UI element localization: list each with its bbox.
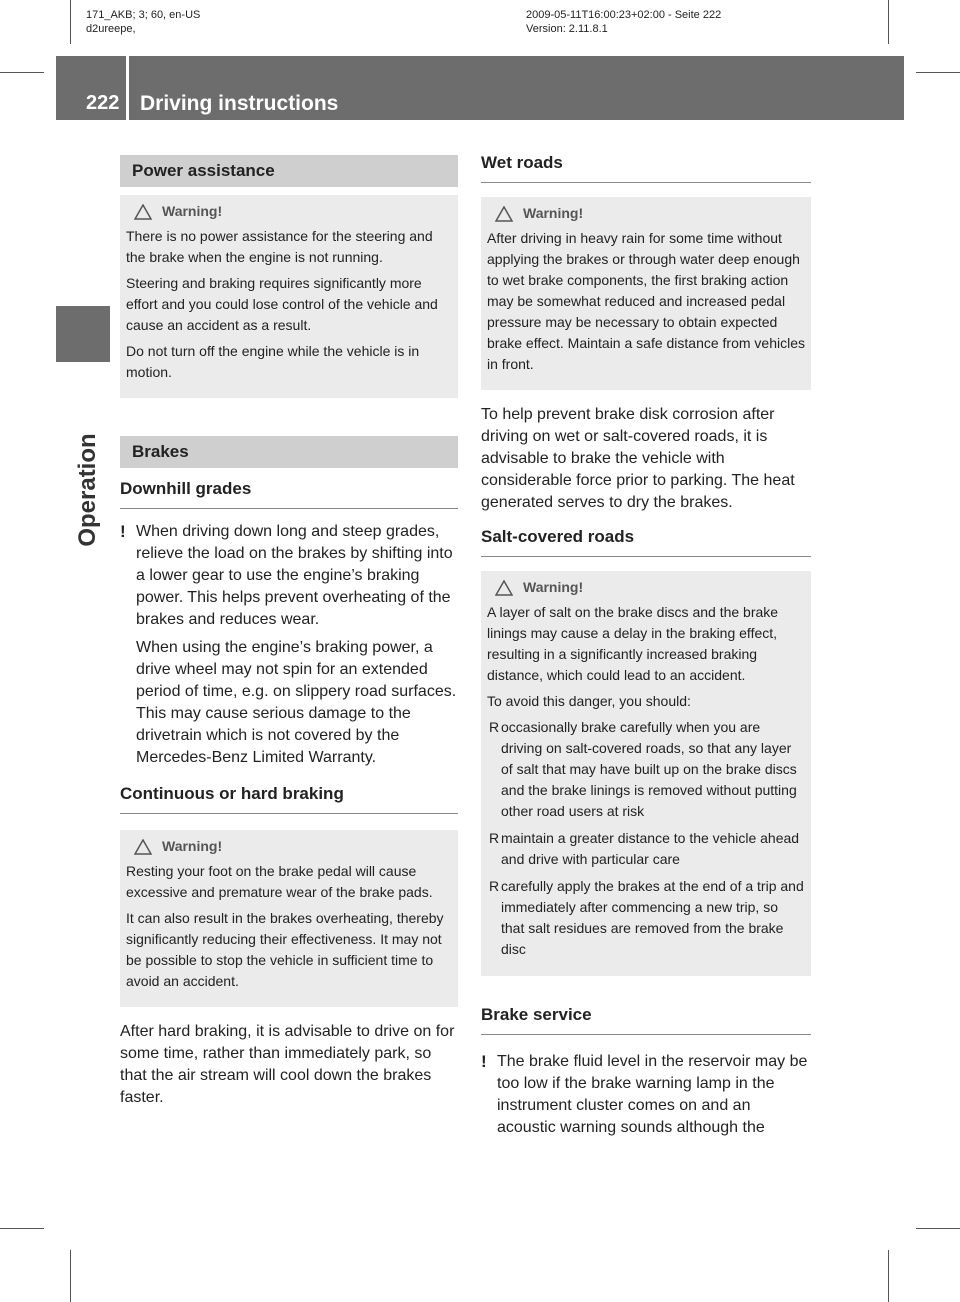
crop-mark — [0, 1228, 44, 1229]
subheading-continuous-braking: Continuous or hard braking — [120, 783, 458, 814]
list-item — [487, 828, 805, 870]
warning-box-power — [120, 195, 458, 398]
body-text-hard-braking: After hard braking, it is advisable to drive on for some time, rather than immediately park, so that the air stream will cool down the brakes faster. — [120, 1023, 455, 1106]
warning-text: A layer of salt on the brake discs and the brake linings may cause a delay in the braking effect, resulting in a significantly increased braking distance, which could lead to an accident. — [487, 604, 779, 683]
bullet-marker: R — [489, 719, 500, 735]
warning-triangle-icon — [134, 204, 152, 220]
list-item — [487, 876, 805, 960]
caution-icon: ! — [481, 1052, 487, 1071]
side-tab-marker — [56, 306, 110, 362]
note-text: When driving down long and steep grades, relieve the load on the brakes by shifting into a lower gear to use the engine’s braking power. This helps prevent overheating of the brakes and reduces wear. — [136, 523, 453, 628]
meta-right-line1: 2009-05-11T16:00:23+02:00 - Seite 222 — [526, 9, 722, 21]
warning-heading — [487, 577, 805, 598]
warning-triangle-icon — [134, 839, 152, 855]
meta-right-line2: Version: 2.11.8.1 — [526, 23, 608, 35]
warning-text: There is no power assistance for the steering and the brake when the engine is not running. — [126, 228, 433, 265]
chapter-title: Driving instructions — [140, 92, 339, 115]
warning-title: Warning! — [162, 838, 223, 854]
crop-mark — [70, 1250, 71, 1302]
warning-box-braking — [120, 830, 458, 1007]
warning-title: Warning! — [523, 579, 584, 595]
body-text-wet-roads: To help prevent brake disk corrosion after driving on wet or salt-covered roads, it is advisable to brake the vehicle with considerable force prior to parking. The heat generated serves to dry the brakes. — [481, 406, 795, 511]
warning-text: After driving in heavy rain for some time without applying the brakes or through water deep enough to wet brake components, the first braking action may be somewhat reduced and increased pedal pressure may be necessary to obtain expected brake effect. Maintain a safe distance from vehicles in front. — [487, 230, 806, 372]
list-item-text: maintain a greater distance to the vehicle ahead and drive with particular care — [501, 830, 800, 867]
subheading-wet-roads: Wet roads — [481, 152, 811, 183]
print-meta-right — [526, 8, 721, 36]
warning-text: To avoid this danger, you should: — [487, 693, 691, 709]
warning-title: Warning! — [162, 203, 223, 219]
bullet-list — [487, 717, 805, 960]
warning-title: Warning! — [523, 205, 584, 221]
section-title-brakes: Brakes — [120, 436, 458, 468]
bullet-marker: R — [489, 830, 500, 846]
meta-left-line2: d2ureepe, — [86, 23, 136, 35]
crop-mark — [888, 0, 889, 44]
warning-heading — [487, 203, 805, 224]
note-brake-service — [481, 1051, 811, 1145]
crop-mark — [916, 1228, 960, 1229]
warning-text: Do not turn off the engine while the vehicle is in motion. — [126, 343, 420, 380]
crop-mark — [0, 72, 44, 73]
note-text: When using the engine’s braking power, a drive wheel may not spin for an extended period of time, e.g. on slippery road surfaces. This may cause serious damage to the drivetrain which is not covered by the Mercedes-Benz Limited Warranty. — [136, 639, 457, 766]
right-column — [481, 152, 811, 1151]
section-title-power-assistance: Power assistance — [120, 155, 458, 187]
warning-box-salt — [481, 571, 811, 976]
subheading-brake-service: Brake service — [481, 1004, 811, 1035]
subheading-downhill-grades: Downhill grades — [120, 478, 458, 509]
warning-text: It can also result in the brakes overheating, thereby significantly reducing their effectiveness. It may not be possible to stop the vehicle in sufficient time to avoid an accident. — [126, 910, 444, 989]
bullet-marker: R — [489, 878, 500, 894]
warning-heading — [126, 201, 452, 222]
print-meta-left — [86, 8, 200, 36]
warning-heading — [126, 836, 452, 857]
side-tab-label: Operation — [74, 433, 101, 547]
note-text: The brake fluid level in the reservoir may be too low if the brake warning lamp in the instrument cluster comes on and an acoustic warning sounds although the — [497, 1053, 808, 1136]
meta-left-line1: 171_AKB; 3; 60, en-US — [86, 9, 201, 21]
list-item-text: carefully apply the brakes at the end of a trip and immediately after commencing a new trip, so that salt residues are removed from the brake disc — [501, 878, 804, 957]
subheading-salt-covered-roads: Salt-covered roads — [481, 526, 811, 557]
warning-box-wet — [481, 197, 811, 390]
left-column — [120, 155, 458, 1119]
crop-mark — [888, 1250, 889, 1302]
warning-triangle-icon — [495, 580, 513, 596]
list-item — [487, 717, 805, 822]
warning-triangle-icon — [495, 206, 513, 222]
page-number: 222 — [86, 92, 120, 114]
warning-text: Resting your foot on the brake pedal will cause excessive and premature wear of the brake pads. — [126, 863, 433, 900]
note-downhill — [120, 521, 458, 775]
header-divider — [126, 56, 129, 120]
caution-icon: ! — [120, 522, 126, 541]
warning-text: Steering and braking requires significantly more effort and you could lose control of the vehicle and cause an accident as a result. — [126, 275, 438, 333]
crop-mark — [70, 0, 71, 44]
list-item-text: occasionally brake carefully when you are driving on salt-covered roads, so that any layer of salt that may have built up on the brake discs and the brake linings is removed without putting other road users at risk — [501, 719, 797, 819]
crop-mark — [916, 72, 960, 73]
